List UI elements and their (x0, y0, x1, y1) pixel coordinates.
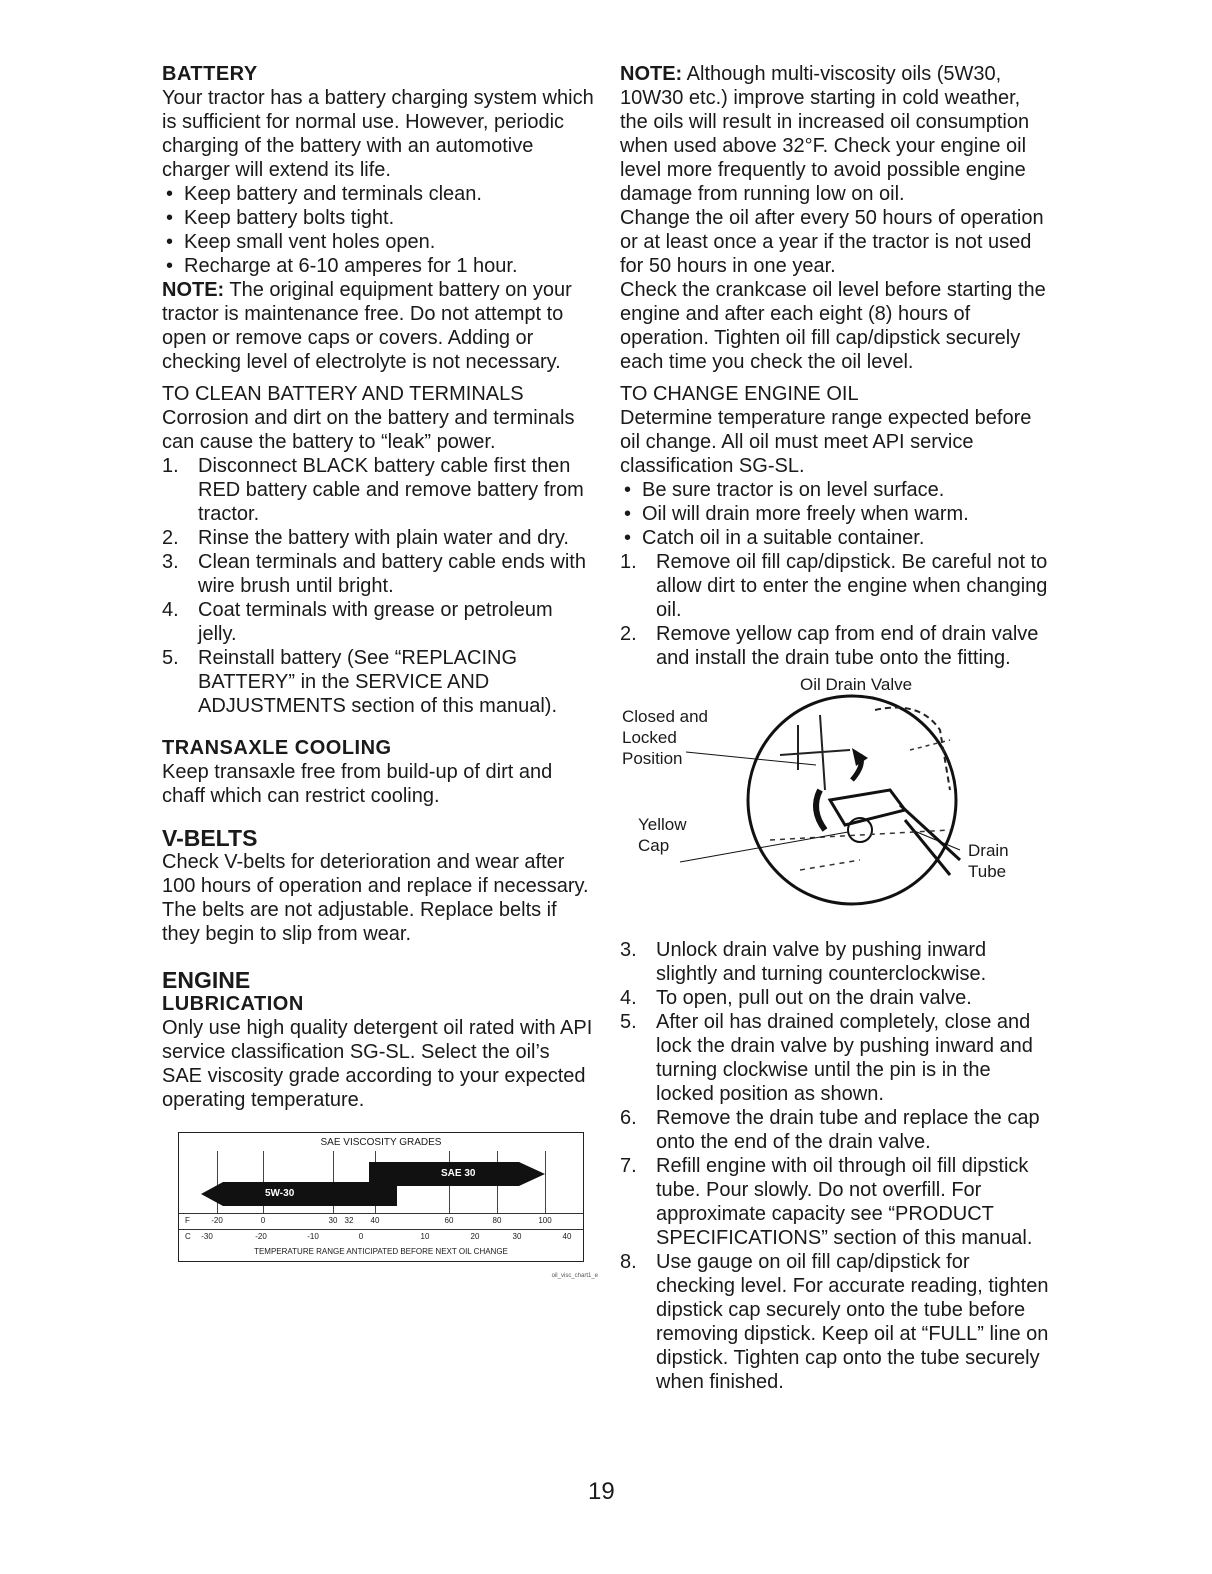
check-level-text: Check the crankcase oil level before starting the engine and after each eight (8) hours of operation. Tighten oil fill cap/dipstick securely each time you check the oil level. (620, 279, 1046, 373)
step-number: 4. (162, 599, 179, 621)
engine-heading: ENGINE (162, 967, 251, 993)
drain-tube-label: Drain Tube (968, 841, 1009, 881)
step-number: 6. (620, 1107, 637, 1129)
oil-note (620, 62, 1052, 206)
step-text: Reinstall battery (See “REPLACING BATTERY” in the SERVICE AND ADJUSTMENTS section of this manual). (198, 647, 557, 717)
f-tick: -20 (211, 1216, 223, 1225)
step-number: 5. (620, 1011, 637, 1033)
c-tick: -30 (201, 1232, 213, 1241)
f-tick: 32 (344, 1216, 354, 1225)
page-number: 19 (588, 1478, 615, 1505)
clean-intro: Corrosion and dirt on the battery and terminals can cause the battery to “leak” power. (162, 407, 575, 453)
f-tick: 60 (444, 1216, 454, 1225)
change-oil-heading: TO CHANGE ENGINE OIL (620, 383, 859, 405)
left-column (162, 62, 598, 1288)
fahrenheit-scale (179, 1215, 583, 1227)
right-column (620, 62, 1052, 1394)
battery-bullet: • Keep small vent holes open. (162, 230, 594, 254)
chart-title: SAE VISCOSITY GRADES (320, 1137, 442, 1148)
yellow-cap-label: Yellow Cap (638, 815, 687, 855)
step-text: After oil has drained completely, close and lock the drain valve by pushing inward and turning clockwise until the pin is in the locked position as shown. (656, 1011, 1033, 1105)
lubrication-heading: LUBRICATION (162, 993, 304, 1015)
step-text: Disconnect BLACK battery cable first then RED battery cable and remove battery from tractor. (198, 455, 584, 525)
change-interval-text: Change the oil after every 50 hours of operation or at least once a year if the tractor is not used for 50 hours in one year. (620, 207, 1044, 277)
c-tick: 10 (420, 1232, 430, 1241)
chart-footer: TEMPERATURE RANGE ANTICIPATED BEFORE NEXT OIL CHANGE (254, 1247, 508, 1256)
note-label: NOTE: (162, 279, 225, 301)
step-text: Clean terminals and battery cable ends with wire brush until bright. (198, 551, 586, 597)
battery-note-text: The original equipment battery on your tractor is maintenance free. Do not attempt to open or remove caps or covers. Adding or checking level of electrolyte is not necessary. (162, 279, 572, 373)
c-tick: 30 (512, 1232, 522, 1241)
change-oil-steps-continued (620, 938, 1052, 1394)
step-text: Refill engine with oil through oil fill dipstick tube. Pour slowly. Do not overfill. For approximate capacity see “PRODUCT SPECIFICATIONS” section of this manual. (656, 1155, 1033, 1249)
f-tick: 30 (328, 1216, 338, 1225)
oil-note-text: Although multi-viscosity oils (5W30, 10W30 etc.) improve starting in cold weather, the oils will result in increased oil consumption when used above 32°F. Check your engine oil level more frequently to avoid possible engine damage from running low on oil. (620, 63, 1030, 205)
step-text: To open, pull out on the drain valve. (656, 987, 972, 1009)
change-oil-step (620, 1250, 1052, 1394)
change-oil-bullet: • Oil will drain more freely when warm. (620, 502, 1052, 526)
transaxle-heading: TRANSAXLE COOLING (162, 737, 392, 759)
change-oil-intro: Determine temperature range expected before oil change. All oil must meet API service classification SG-SL. (620, 407, 1032, 477)
step-text: Remove oil fill cap/dipstick. Be careful not to allow dirt to enter the engine when changing oil. (656, 551, 1048, 621)
change-oil-step (620, 622, 1052, 670)
note-label: NOTE: (620, 63, 683, 85)
vbelts-heading: V-BELTS (162, 825, 258, 851)
clean-heading: TO CLEAN BATTERY AND TERMINALS (162, 383, 524, 405)
change-oil-step (620, 986, 1052, 1010)
vbelts-text: Check V-belts for deterioration and wear after 100 hours of operation and replace if necessary. The belts are not adjustable. Replace belts if they begin to slip from wear. (162, 851, 589, 945)
clean-steps (162, 454, 594, 718)
grid-line (545, 1151, 546, 1213)
c-tick: -10 (307, 1232, 319, 1241)
clean-step (162, 646, 594, 718)
f-tick: 80 (492, 1216, 502, 1225)
closed-locked-label: Closed and Locked Position (622, 707, 709, 768)
5w30-range-arrow (201, 1182, 397, 1206)
transaxle-text: Keep transaxle free from build-up of dirt and chaff which can restrict cooling. (162, 761, 553, 807)
clean-step (162, 598, 594, 646)
celsius-scale (179, 1231, 583, 1243)
change-oil-bullet: • Catch oil in a suitable container. (620, 526, 1052, 550)
f-tick: 40 (370, 1216, 380, 1225)
step-number: 4. (620, 987, 637, 1009)
chart-code: oil_visc_chart1_e (551, 1273, 598, 1279)
lubrication-text: Only use high quality detergent oil rated with API service classification SG-SL. Select the oil’s SAE viscosity grade according to your expected operating temperature. (162, 1017, 593, 1111)
change-oil-bullet: • Be sure tractor is on level surface. (620, 478, 1052, 502)
sae-viscosity-chart (178, 1132, 584, 1262)
c-tick: 40 (562, 1232, 572, 1241)
step-number: 2. (620, 623, 637, 645)
clean-step (162, 454, 594, 526)
step-number: 1. (162, 455, 179, 477)
clean-step (162, 526, 594, 550)
step-number: 1. (620, 551, 637, 573)
step-number: 3. (162, 551, 179, 573)
f-unit: F (185, 1216, 190, 1225)
step-text: Use gauge on oil fill cap/dipstick for checking level. For accurate reading, tighten dipstick cap securely onto the tube before removing dipstick. Keep oil at “FULL” line on dipstick. Tighten cap onto the tube securely when finished. (656, 1251, 1049, 1393)
step-number: 8. (620, 1251, 637, 1273)
f-tick: 100 (538, 1216, 552, 1225)
battery-bullets (162, 182, 594, 278)
change-oil-step (620, 938, 1052, 986)
change-oil-bullets (620, 478, 1052, 550)
battery-bullet: • Keep battery and terminals clean. (162, 182, 594, 206)
change-oil-step (620, 1154, 1052, 1250)
battery-bullet: • Keep battery bolts tight. (162, 206, 594, 230)
figure-title: Oil Drain Valve (800, 675, 913, 694)
step-number: 3. (620, 939, 637, 961)
step-number: 7. (620, 1155, 637, 1177)
chart-divider (179, 1213, 583, 1214)
battery-bullet: • Recharge at 6-10 amperes for 1 hour. (162, 254, 594, 278)
step-number: 2. (162, 527, 179, 549)
battery-intro: Your tractor has a battery charging system which is sufficient for normal use. However, periodic charging of the battery with an automotive charger will extend its life. (162, 87, 594, 181)
change-oil-step (620, 1106, 1052, 1154)
change-oil-step (620, 1010, 1052, 1106)
c-tick: -20 (255, 1232, 267, 1241)
c-tick: 0 (358, 1232, 364, 1241)
step-text: Unlock drain valve by pushing inward slightly and turning counterclockwise. (656, 939, 987, 985)
battery-heading: BATTERY (162, 63, 258, 85)
change-oil-step (620, 550, 1052, 622)
clean-step (162, 550, 594, 598)
sae30-label: SAE 30 (441, 1168, 476, 1179)
5w30-label: 5W-30 (265, 1188, 295, 1199)
f-tick: 0 (260, 1216, 266, 1225)
chart-divider (179, 1229, 583, 1230)
c-tick: 20 (470, 1232, 480, 1241)
change-oil-steps (620, 550, 1052, 670)
drain-valve-illustration (620, 670, 1052, 938)
c-unit: C (185, 1232, 191, 1241)
step-text: Remove yellow cap from end of drain valve and install the drain tube onto the fitting. (656, 623, 1039, 669)
step-number: 5. (162, 647, 179, 669)
step-text: Rinse the battery with plain water and dry. (198, 527, 569, 549)
battery-note (162, 278, 594, 374)
step-text: Coat terminals with grease or petroleum jelly. (198, 599, 553, 645)
oil-drain-valve-figure (620, 670, 1052, 938)
step-text: Remove the drain tube and replace the cap onto the end of the drain valve. (656, 1107, 1040, 1153)
